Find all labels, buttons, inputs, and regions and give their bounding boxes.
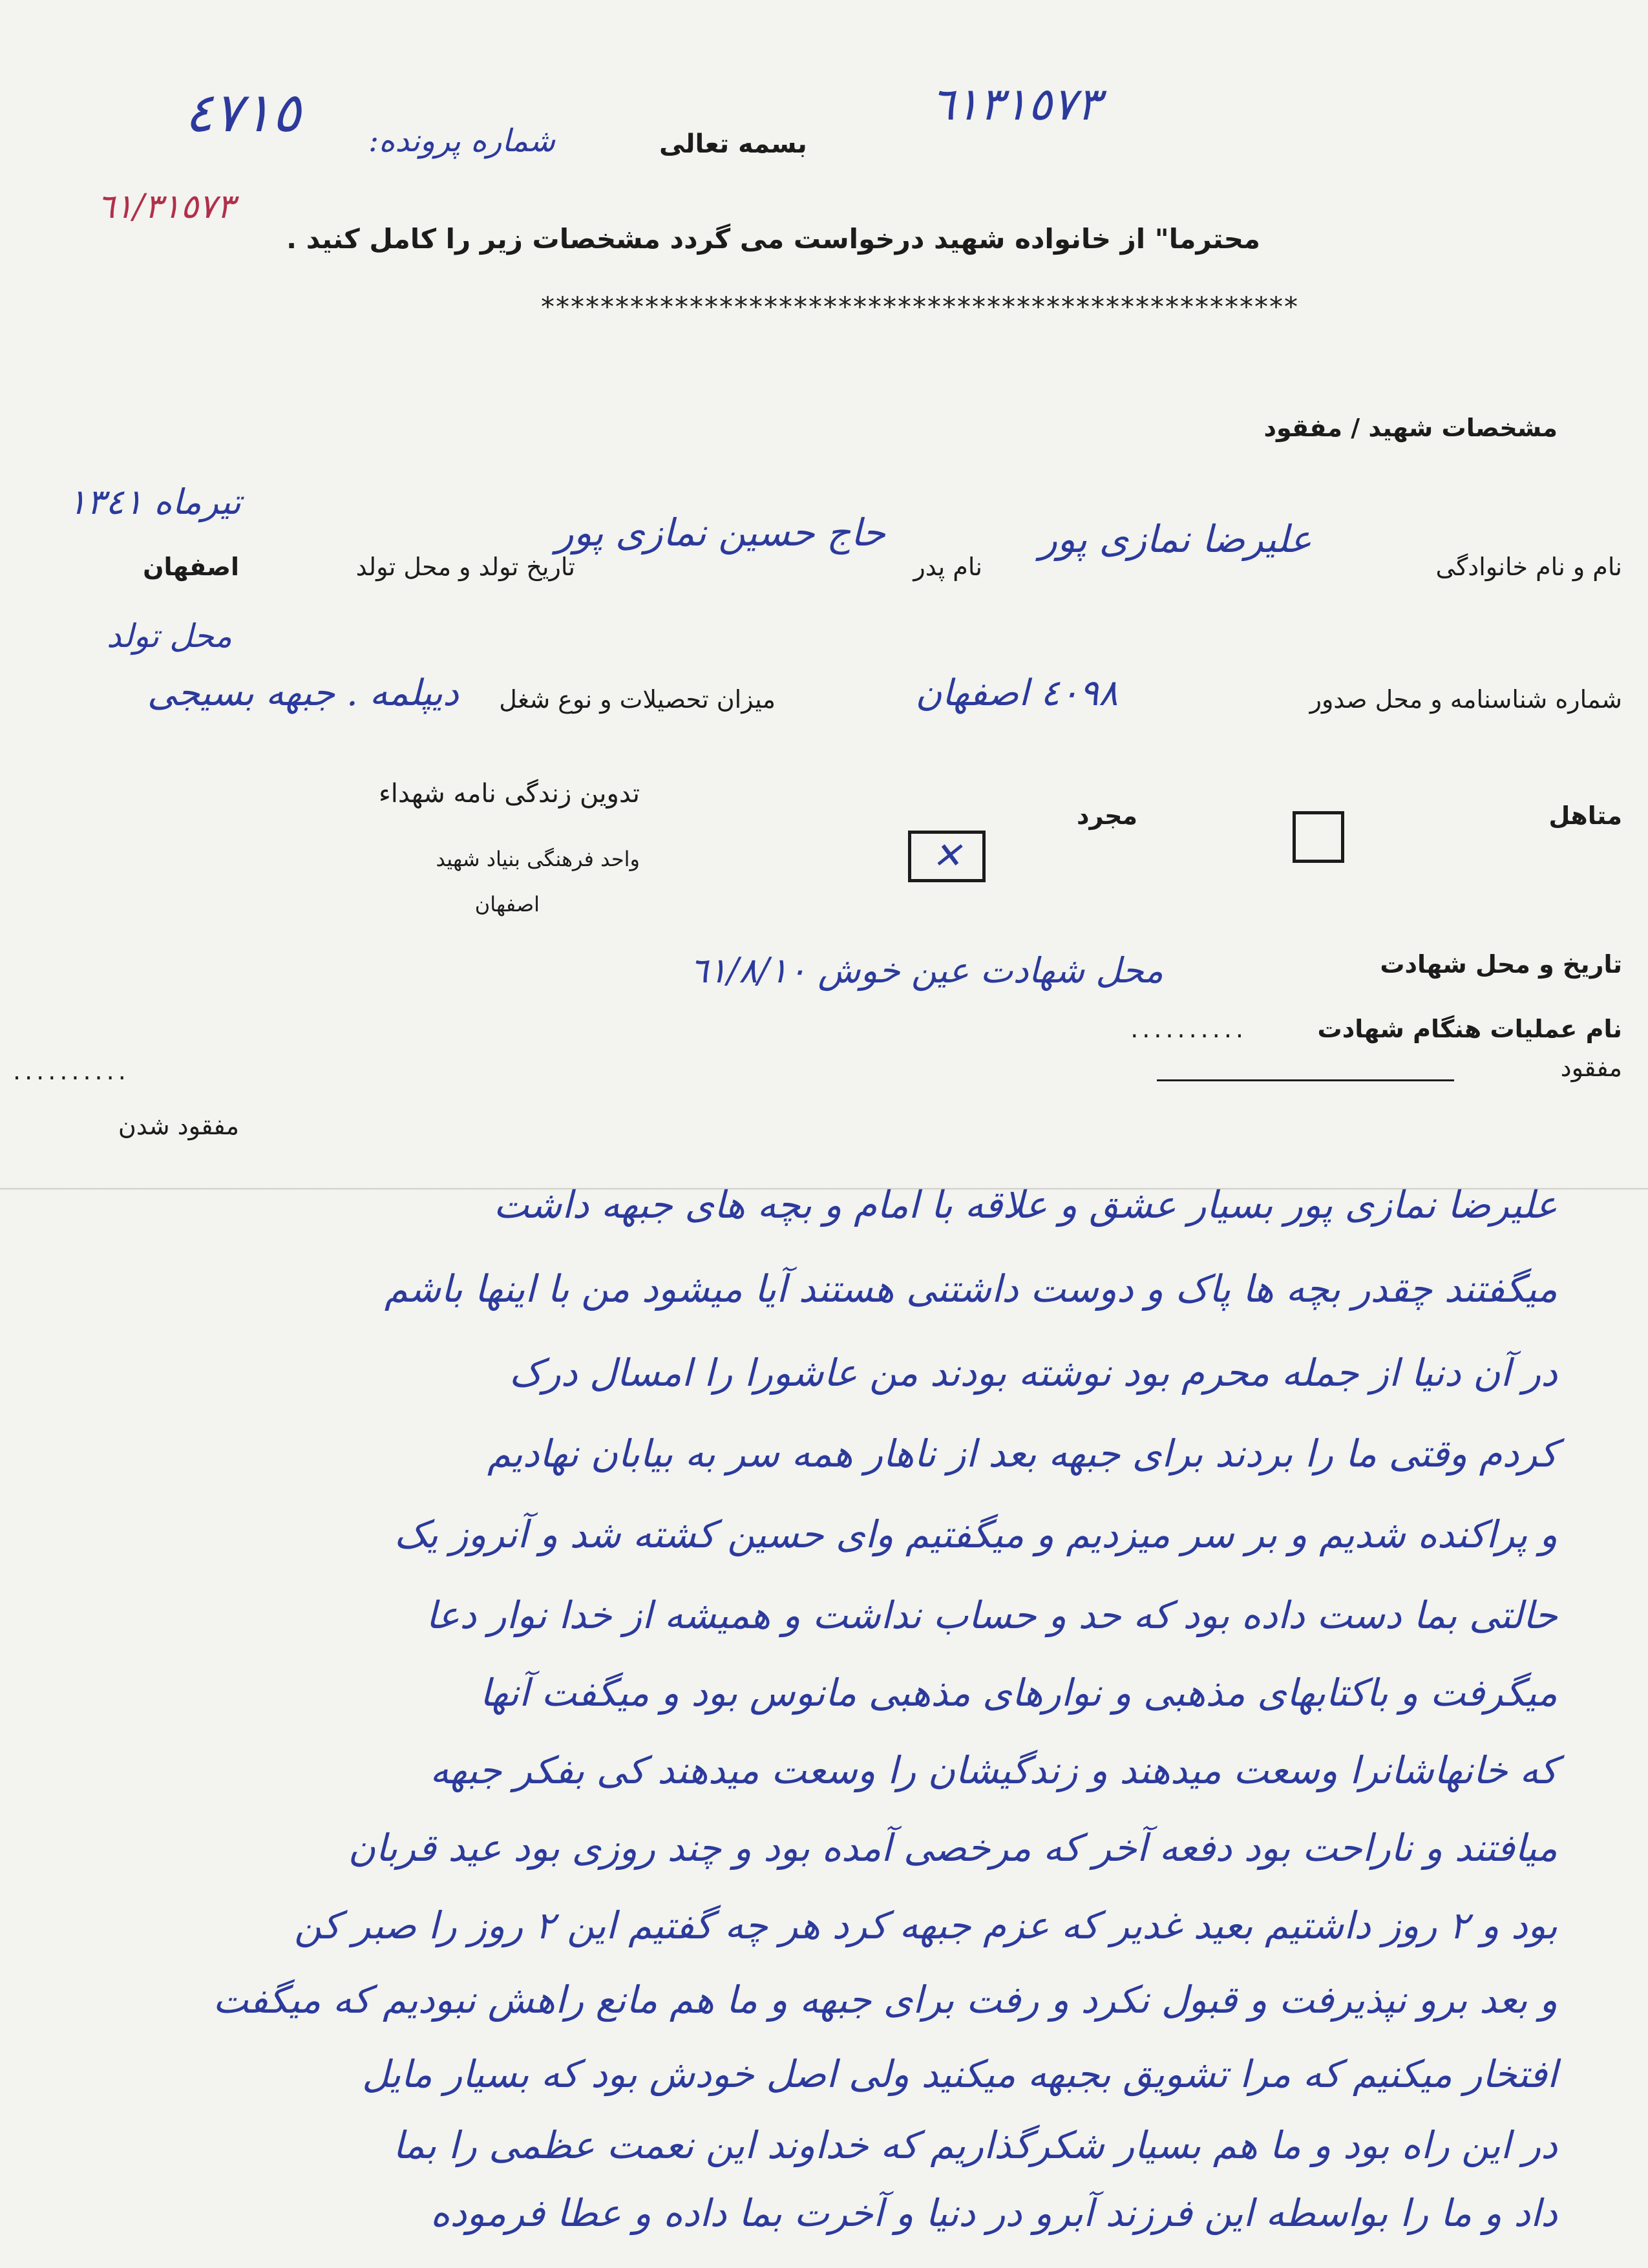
martyrdom-label: تاریخ و محل شهادت xyxy=(1380,950,1622,979)
name-label: نام و نام خانوادگی xyxy=(1435,553,1622,581)
code-number-top: ٦١٣١٥٧٣ xyxy=(931,78,1101,131)
name-value: علیرضا نمازی پور xyxy=(1039,517,1312,561)
stamp-line-1: تدوین زندگی نامه شهداء xyxy=(378,779,640,809)
narrative-line: میگفتند چقدر بچه ها پاک و دوست داشتنی هستند آیا میشود من با اینها باشم xyxy=(384,1267,1558,1311)
missing-dots: .......... xyxy=(13,1057,130,1085)
id-value: ٤٠٩٨ اصفهان xyxy=(915,672,1118,714)
missing-label: مفقود xyxy=(1560,1054,1622,1082)
father-label: نام پدر xyxy=(913,553,982,581)
narrative-line: بود و ٢ روز داشتیم بعید غدیر که عزم جبهه کرد هر چه گفتیم این ٢ روز را صبر کن xyxy=(294,1903,1558,1947)
operation-dots: .......... xyxy=(1130,1015,1247,1043)
file-number: ٤٧١٥ xyxy=(184,81,301,144)
narrative-line: علیرضا نمازی پور بسیار عشق و علاقه با امام و بچه های جبهه داشت xyxy=(493,1183,1558,1227)
martyrdom-value: محل شهادت عین خوش ٦١/٨/١٠ xyxy=(689,950,1163,991)
id-label: شماره شناسنامه و محل صدور xyxy=(1309,685,1622,714)
narrative-line: داد و ما را بواسطه این فرزند آبرو در دنیا و آخرت بما داده و عطا فرموده xyxy=(430,2191,1558,2235)
stamp-line-2: واحد فرهنگی بنیاد شهید xyxy=(436,847,640,871)
narrative-line: افتخار میکنیم که مرا تشویق بجبهه میکنید ولی اصل خودش بود که بسیار مایل xyxy=(362,2052,1558,2096)
missing-date-label: مفقود شدن xyxy=(118,1112,239,1140)
narrative-line: در این راه بود و ما هم بسیار شکرگذاریم که خداوند این نعمت عظمی را بما xyxy=(392,2123,1558,2167)
section-title: مشخصات شهید / مفقود xyxy=(1263,414,1558,442)
single-label: مجرد xyxy=(1076,801,1137,830)
education-label: میزان تحصیلات و نوع شغل xyxy=(499,685,776,714)
birth-date-note: تیرماه ١٣٤١ xyxy=(68,482,241,522)
narrative-line: کردم وقتی ما را بردند برای جبهه بعد از ناهار همه سر به بیابان نهادیم xyxy=(487,1432,1558,1476)
stamp-line-3: اصفهان xyxy=(474,892,540,917)
married-checkbox xyxy=(1293,811,1344,863)
birth-place-note: محل تولد xyxy=(107,617,233,655)
single-checkbox xyxy=(908,831,986,882)
married-label: متاهل xyxy=(1548,801,1622,830)
operation-label: نام عملیات هنگام شهادت xyxy=(1317,1015,1622,1043)
narrative-line: که خانهاشانرا وسعت میدهند و زندگیشان را وسعت میدهند کی بفکر جبهه xyxy=(430,1748,1558,1792)
single-check-mark: ✕ xyxy=(931,835,962,877)
file-number-label: شماره پرونده: xyxy=(368,123,556,159)
birth-place-value: اصفهان xyxy=(143,553,239,581)
basmala: بسمه تعالی xyxy=(659,129,807,159)
narrative-line: میگرفت و باکتابهای مذهبی و نوارهای مذهبی مانوس بود و میگفت آنها xyxy=(480,1671,1558,1715)
narrative-line: و بعد برو نپذیرفت و قبول نکرد و رفت برای جبهه و ما هم مانع راهش نبودیم که میگفت xyxy=(213,1978,1558,2022)
birth-label: تاریخ تولد و محل تولد xyxy=(355,553,575,581)
asterisk-divider: *************************************************** xyxy=(541,291,1299,323)
education-value: دیپلمه . جبهه بسیجی xyxy=(147,672,459,714)
code-number-left: ٦١/٣١٥٧٣ xyxy=(97,187,235,226)
narrative-line: و پراکنده شدیم و بر سر میزدیم و میگفتیم وای حسین کشته شد و آنروز یک xyxy=(394,1512,1558,1556)
narrative-line: حالتی بما دست داده بود که حد و حساب نداشت و همیشه از خدا نوار دعا xyxy=(426,1593,1558,1637)
narrative-line: در آن دنیا از جمله محرم بود نوشته بودند من عاشورا را امسال درک xyxy=(509,1351,1558,1395)
father-value: حاج حسین نمازی پور xyxy=(555,511,885,555)
narrative-line: میافتند و ناراحت بود دفعه آخر که مرخصی آمده بود و چند روزی بود عید قربان xyxy=(348,1826,1558,1870)
missing-rule xyxy=(1157,1079,1454,1081)
intro-text: محترما" از خانواده شهید درخواست می گردد مشخصات زیر را کامل کنید . xyxy=(286,223,1260,255)
